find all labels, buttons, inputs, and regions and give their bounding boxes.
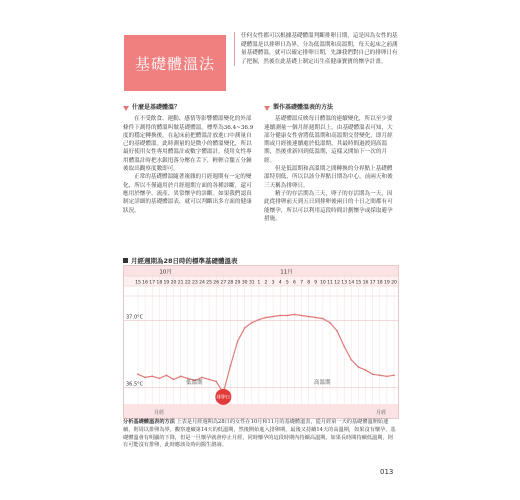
day-label: 18 — [376, 280, 383, 286]
data-point — [308, 316, 310, 318]
triangle-bullet-icon — [123, 106, 129, 111]
section1-paragraph-2: 正常的基礎體溫隨著複雜的月經週期有一定的變化，所以不僅適用於月經週期方面的各種診斷，還可應用於懷孕、流產、異常懷孕的診斷。如果我們認真制定詳細的基礎體溫表，就可以判斷出多方面的健康狀況。 — [123, 174, 252, 214]
ovulation-label: 排卵日 — [216, 395, 231, 401]
data-point — [151, 375, 153, 377]
day-label: 15 — [135, 280, 141, 286]
day-label: 23 — [191, 280, 198, 286]
day-label: 19 — [163, 280, 170, 286]
day-label: 4 — [278, 280, 282, 286]
section2-paragraph-1: 基礎體溫反映每日體溫的連續變化，所以至少要連續測量一個月經週期以上，由基礎體溫表可知，大部分健康女性會將低溫期和高溫期交替變化，即月經期或月經後連續處於低溫期，其最時間過渡到高溫期，然後重新回到低溫期，這樣又開始下一次的月經。 — [264, 116, 393, 164]
page-title: 基礎體溫法 — [134, 54, 215, 73]
data-point — [279, 315, 281, 317]
day-label: 18 — [156, 280, 163, 286]
day-label: 26 — [213, 280, 220, 286]
day-label: 27 — [220, 280, 227, 286]
data-point — [315, 317, 317, 319]
high-phase-label: 高溫期 — [314, 380, 331, 386]
section2-heading-text: 製作基礎體溫表的方法 — [273, 104, 334, 111]
caption-text: 上表是月經週期為28日的女性在10月和11月的基礎體溫表，從月經第一天的基礎體溫開始連續，則周以排卵為界，觀察連續第14天的低溫期，然後開始進入排卵期，最後又持續14天的高溫期，如果沒有懷孕，基礎體溫會有明顯的下降，但是一旦懷孕就會停止月經，同時懷孕的這段時期內持續高溫期。如果長時間持續低溫期，則有可能沒有排卵，此時應該及時向醫生諮詢。 — [123, 419, 396, 449]
data-point — [343, 346, 345, 348]
data-point — [215, 381, 217, 383]
section1-heading-text: 什麼是基礎體溫？ — [132, 104, 181, 111]
title-box — [124, 35, 226, 91]
section2-paragraph-3: 精子的存活期為三天，卵子的存活期為一天，因此從排卵前天到五日到排卵後兩日的十日之間都有可能懷孕，所以可以利用這段時間計劃懷孕或採取避孕措施。 — [264, 190, 393, 222]
data-point — [201, 376, 203, 378]
data-point — [350, 359, 352, 361]
data-point — [372, 373, 374, 375]
data-point — [379, 374, 381, 376]
data-point — [158, 378, 160, 380]
data-point — [294, 314, 296, 316]
month-label: 11月 — [280, 269, 293, 276]
day-label: 13 — [341, 280, 348, 286]
day-label: 28 — [227, 280, 234, 286]
bbt-chart-svg — [124, 266, 398, 418]
data-point — [166, 374, 168, 376]
y-axis-labels — [126, 315, 144, 388]
day-label: 10 — [319, 280, 326, 286]
data-point — [358, 366, 360, 368]
section-what-is — [123, 104, 255, 215]
data-point — [244, 327, 246, 329]
day-label: 1 — [257, 280, 261, 286]
data-point — [251, 322, 253, 324]
day-label: 11 — [327, 280, 333, 286]
day-label: 30 — [241, 280, 248, 286]
data-point — [301, 315, 303, 317]
period-start-label: 月經 — [154, 410, 165, 416]
day-label: 14 — [348, 280, 355, 286]
day-label: 17 — [149, 280, 156, 286]
data-point — [180, 375, 182, 377]
bbt-chart — [123, 265, 399, 419]
data-point — [322, 318, 324, 320]
y-tick-label: 36.5°C — [126, 381, 144, 388]
day-label: 19 — [383, 280, 390, 286]
page-number: 013 — [380, 468, 394, 476]
section2-heading — [264, 104, 396, 112]
day-label: 12 — [334, 280, 341, 286]
day-label: 17 — [369, 280, 376, 286]
data-point — [144, 376, 146, 378]
day-labels — [135, 280, 397, 286]
y-tick-label: 37.0°C — [126, 314, 144, 321]
data-point — [258, 319, 260, 321]
day-label: 15 — [355, 280, 362, 286]
low-phase-label: 低溫期 — [186, 380, 203, 386]
day-label: 9 — [314, 280, 318, 286]
data-point — [137, 373, 139, 375]
day-label: 8 — [307, 280, 311, 286]
month-label: 10月 — [159, 269, 172, 276]
period-end-label: 月經 — [376, 410, 387, 416]
day-label: 6 — [292, 280, 296, 286]
day-label: 24 — [199, 280, 205, 286]
blank-row — [124, 286, 398, 296]
data-point — [386, 375, 388, 377]
day-label: 20 — [391, 280, 397, 286]
data-point — [173, 379, 175, 381]
data-point — [329, 322, 331, 324]
intro-text: 任何女性都可以根據基礎體溫判斷排卵日期，這是因為女性的基礎體溫是以排卵日為界，分為低溫期和高溫期，每天起床之前測量基礎體溫，就可以確定排卵日期，先讓我們對自己的排卵日有了把握，然後在此基礎上制定出生產健康寶寶的懷孕計畫。 — [234, 32, 403, 66]
triangle-bullet-icon — [264, 106, 270, 111]
data-point — [393, 374, 395, 376]
day-label: 7 — [300, 280, 304, 286]
data-point — [336, 330, 338, 332]
data-point — [365, 369, 367, 371]
day-label: 5 — [285, 280, 289, 286]
section2-paragraph-2: 但是低溫期和高溫期之間轉換的分界點上基礎體溫特別低，所以以該分界點日期為中心，前兩天和後三天稱為排卵日。 — [264, 166, 393, 189]
day-label: 16 — [362, 280, 369, 286]
data-point — [265, 317, 267, 319]
day-label: 20 — [170, 280, 177, 286]
period-row — [124, 404, 398, 418]
section-how-to — [264, 104, 396, 223]
day-label: 31 — [248, 280, 255, 286]
section1-paragraph-1: 在不受飲食、運動、感情等影響體溫變化的外部條件下測得的體溫叫做基礎體溫。標準為36.4~36.9度的穩定轉換後，在起床前把體溫計放進口中測量自己的基礎體溫。此時測量的是微小的體溫變化，所以最好使用女性專用體溫計或數字體溫計。使用女性專用體溫計時把水銀甩落分壓在舌下，輕輕合攏五分鐘後取出觀察度數即可。 — [123, 116, 254, 173]
chart-title: 月經週期為28日時的標準基礎體溫表 — [123, 256, 238, 265]
section1-heading — [123, 104, 255, 112]
data-point — [230, 365, 232, 367]
day-label: 2 — [264, 280, 268, 286]
day-label: 25 — [206, 280, 213, 286]
data-point — [286, 315, 288, 317]
day-label: 3 — [271, 280, 275, 286]
chart-caption — [123, 419, 397, 450]
data-point — [237, 340, 239, 342]
caption-lead: 分析基礎體溫表的方法 — [123, 419, 175, 425]
day-label: 21 — [177, 280, 184, 286]
day-label: 29 — [234, 280, 241, 286]
day-label: 16 — [142, 280, 149, 286]
data-point — [208, 379, 210, 381]
day-label: 22 — [184, 280, 191, 286]
data-point — [272, 316, 274, 318]
